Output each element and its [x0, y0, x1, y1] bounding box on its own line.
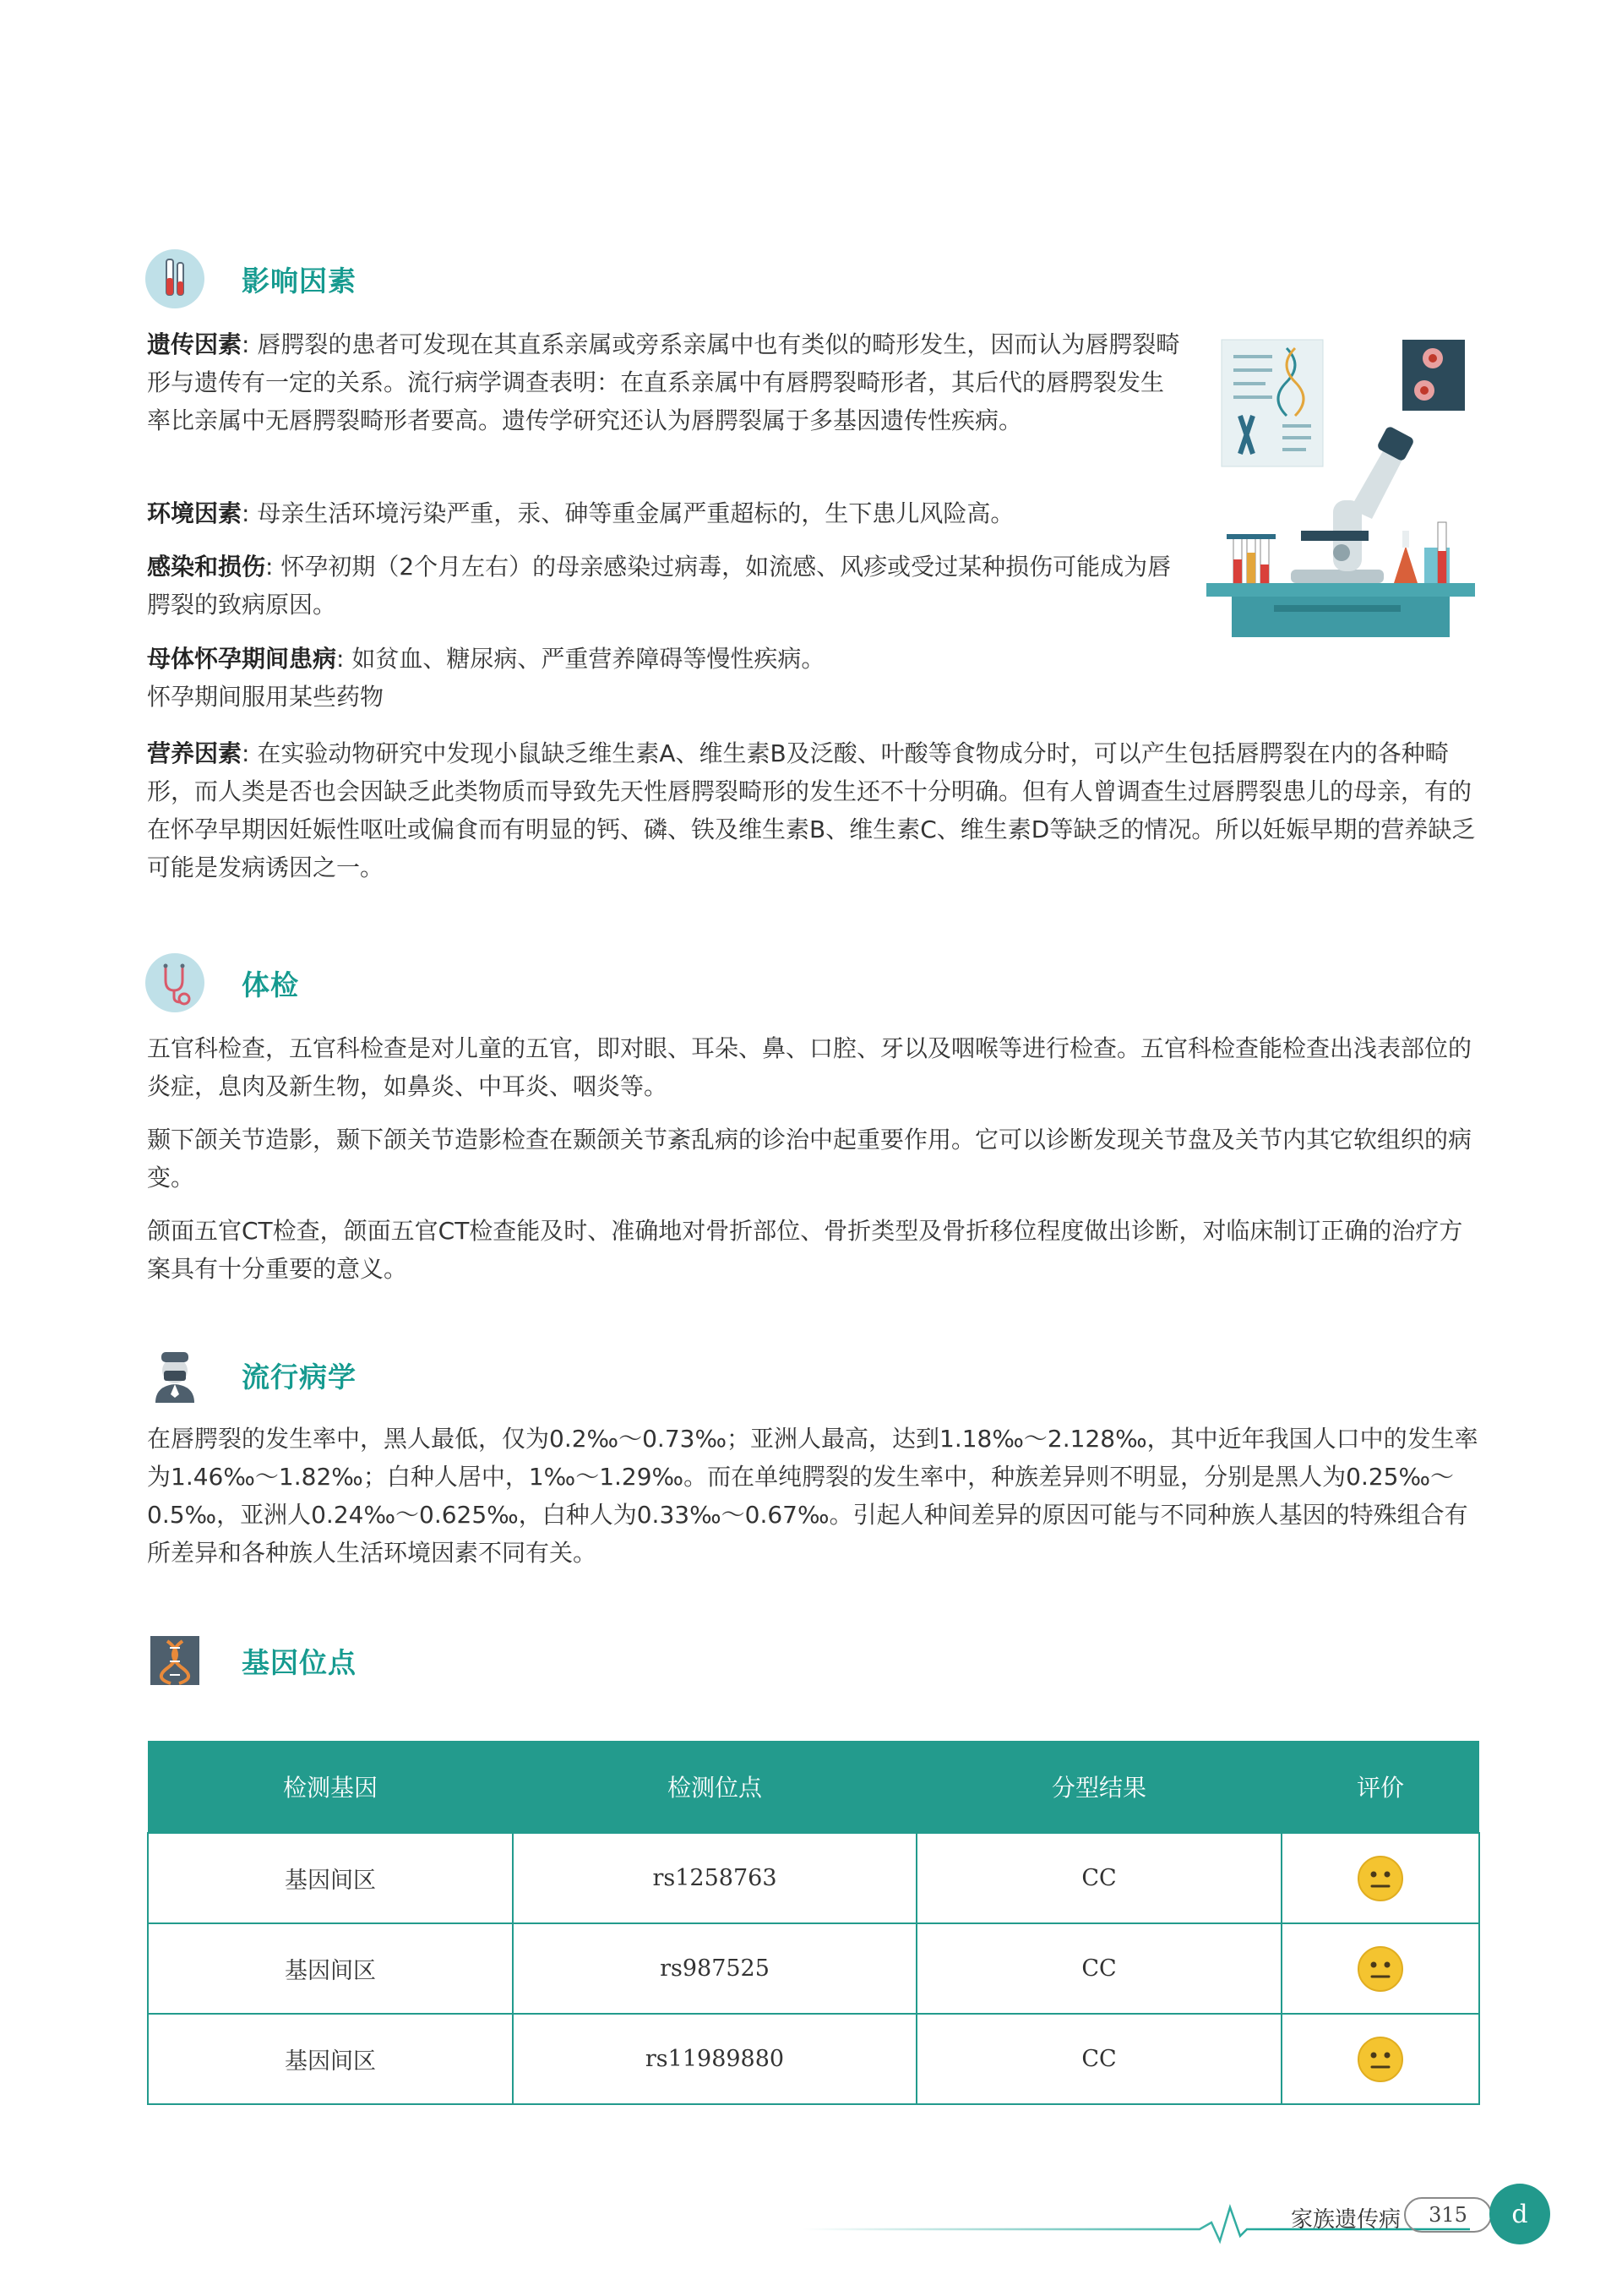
doctor-icon — [145, 1345, 204, 1404]
label-maternal: 母体怀孕期间患病 — [147, 645, 337, 673]
paragraph-nutrition — [147, 734, 1478, 886]
stethoscope-icon — [145, 953, 204, 1012]
cell-locus: rs1258763 — [513, 1833, 917, 1923]
text-maternal: : 如贫血、糖尿病、严重营养障碍等慢性疾病。 — [336, 645, 825, 673]
neutral-face-icon — [1357, 2036, 1404, 2083]
test-tube-icon — [145, 249, 204, 308]
section-header-influence — [145, 249, 357, 308]
paragraph-ct-exam: 颌面五官CT检查，颌面五官CT检查能及时、准确地对骨折部位、骨折类型及骨折移位程度做出诊断，对临床制订正确的治疗方案具有十分重要的意义。 — [147, 1217, 1463, 1283]
header-genotype: 分型结果 — [917, 1741, 1282, 1833]
text-infection: : 怀孕初期（2个月左右）的母亲感染过病毒，如流感、风疹或受过某种损伤可能成为唇腭裂的致病原因。 — [147, 553, 1172, 619]
paragraph-genetic — [147, 325, 1182, 439]
table-row — [148, 2014, 1479, 2104]
section-header-exam — [145, 953, 299, 1012]
text-genetic: : 唇腭裂的患者可发现在其直系亲属或旁系亲属中也有类似的畸形发生，因而认为唇腭裂畸形与遗传有一定的关系。流行病学调查表明：在直系亲属中有唇腭裂畸形者，其后代的唇腭裂发生率比亲属中无唇腭裂畸形者要高。遗传学研究还认为唇腭裂属于多基因遗传性疾病。 — [147, 330, 1180, 434]
table-header-row — [148, 1741, 1479, 1833]
text-medication: 怀孕期间服用某些药物 — [147, 683, 384, 711]
section-header-loci — [145, 1631, 357, 1690]
section-header-epidemiology — [145, 1345, 357, 1404]
neutral-face-icon — [1357, 1945, 1404, 1993]
label-nutrition: 营养因素 — [147, 739, 242, 767]
neutral-face-icon — [1357, 1855, 1404, 1902]
page-number: 315 — [1404, 2197, 1492, 2233]
label-environment: 环境因素 — [147, 499, 242, 527]
paragraph-epidemiology: 在唇腭裂的发生率中，黑人最低，仅为0.2‰～0.73‰；亚洲人最高，达到1.18‰～2.128‰，其中近年我国人口中的发生率为1.46‰～1.82‰；白种人居中，1‰～1.29‰。而在单纯腭裂的发生率中，种族差异则不明显，分别是黑人为0.25‰～0.5‰，亚洲人0.24‰～0.625‰，白种人为0.33‰～0.67‰。引起人种间差异的原因可能与不同种族人基因的特殊组合有所差异和各种族人生活环境因素不同有关。 — [147, 1425, 1478, 1567]
text-nutrition: : 在实验动物研究中发现小鼠缺乏维生素A、维生素B及泛酸、叶酸等食物成分时，可以产生包括唇腭裂在内的各种畸形，而人类是否也会因缺乏此类物质而导致先天性唇腭裂畸形的发生还不十分明确。但有人曾调查生过唇腭裂患儿的母亲，有的在怀孕早期因妊娠性呕吐或偏食而有明显的钙、磷、铁及维生素B、维生素C、维生素D等缺乏的情况。所以妊娠早期的营养缺乏可能是发病诱因之一。 — [147, 739, 1476, 881]
label-genetic: 遗传因素 — [147, 330, 242, 358]
footer-category: 家族遗传病 — [1291, 2207, 1402, 2233]
cell-genotype: CC — [917, 2014, 1282, 2104]
paragraph-infection — [147, 548, 1182, 624]
section-title-loci: 基因位点 — [242, 1645, 357, 1679]
header-rating: 评价 — [1282, 1741, 1479, 1833]
cell-locus: rs987525 — [513, 1923, 917, 2014]
cell-gene: 基因间区 — [148, 1923, 513, 2014]
section-title-exam: 体检 — [242, 968, 299, 1001]
cell-rating — [1282, 2014, 1479, 2104]
table-row — [148, 1923, 1479, 2014]
paragraph-ent-exam: 五官科检查，五官科检查是对儿童的五官，即对眼、耳朵、鼻、口腔、牙以及咽喉等进行检查。五官科检查能检查出浅表部位的炎症，息肉及新生物，如鼻炎、中耳炎、咽炎等。 — [147, 1034, 1472, 1100]
label-infection: 感染和损伤 — [147, 553, 266, 581]
cell-rating — [1282, 1833, 1479, 1923]
paragraph-tmj-imaging: 颞下颌关节造影，颞下颌关节造影检查在颞颌关节紊乱病的诊治中起重要作用。它可以诊断发现关节盘及关节内其它软组织的病变。 — [147, 1126, 1472, 1192]
paragraph-environment — [147, 494, 1182, 532]
text-environment: : 母亲生活环境污染严重，汞、砷等重金属严重超标的，生下患儿风险高。 — [242, 499, 1015, 527]
dna-icon — [145, 1631, 204, 1690]
paragraph-maternal — [147, 640, 1182, 716]
section-title-epidemiology: 流行病学 — [242, 1360, 357, 1393]
table-row — [148, 1833, 1479, 1923]
gene-loci-table — [147, 1741, 1480, 2105]
cell-locus: rs11989880 — [513, 2014, 917, 2104]
lab-microscope-illustration — [1206, 331, 1475, 644]
header-locus: 检测位点 — [513, 1741, 917, 1833]
cell-gene: 基因间区 — [148, 1833, 513, 1923]
cell-genotype: CC — [917, 1833, 1282, 1923]
cell-gene: 基因间区 — [148, 2014, 513, 2104]
page-badge: d — [1489, 2184, 1550, 2244]
cell-rating — [1282, 1923, 1479, 2014]
cell-genotype: CC — [917, 1923, 1282, 2014]
section-title-influence: 影响因素 — [242, 264, 357, 297]
header-gene: 检测基因 — [148, 1741, 513, 1833]
